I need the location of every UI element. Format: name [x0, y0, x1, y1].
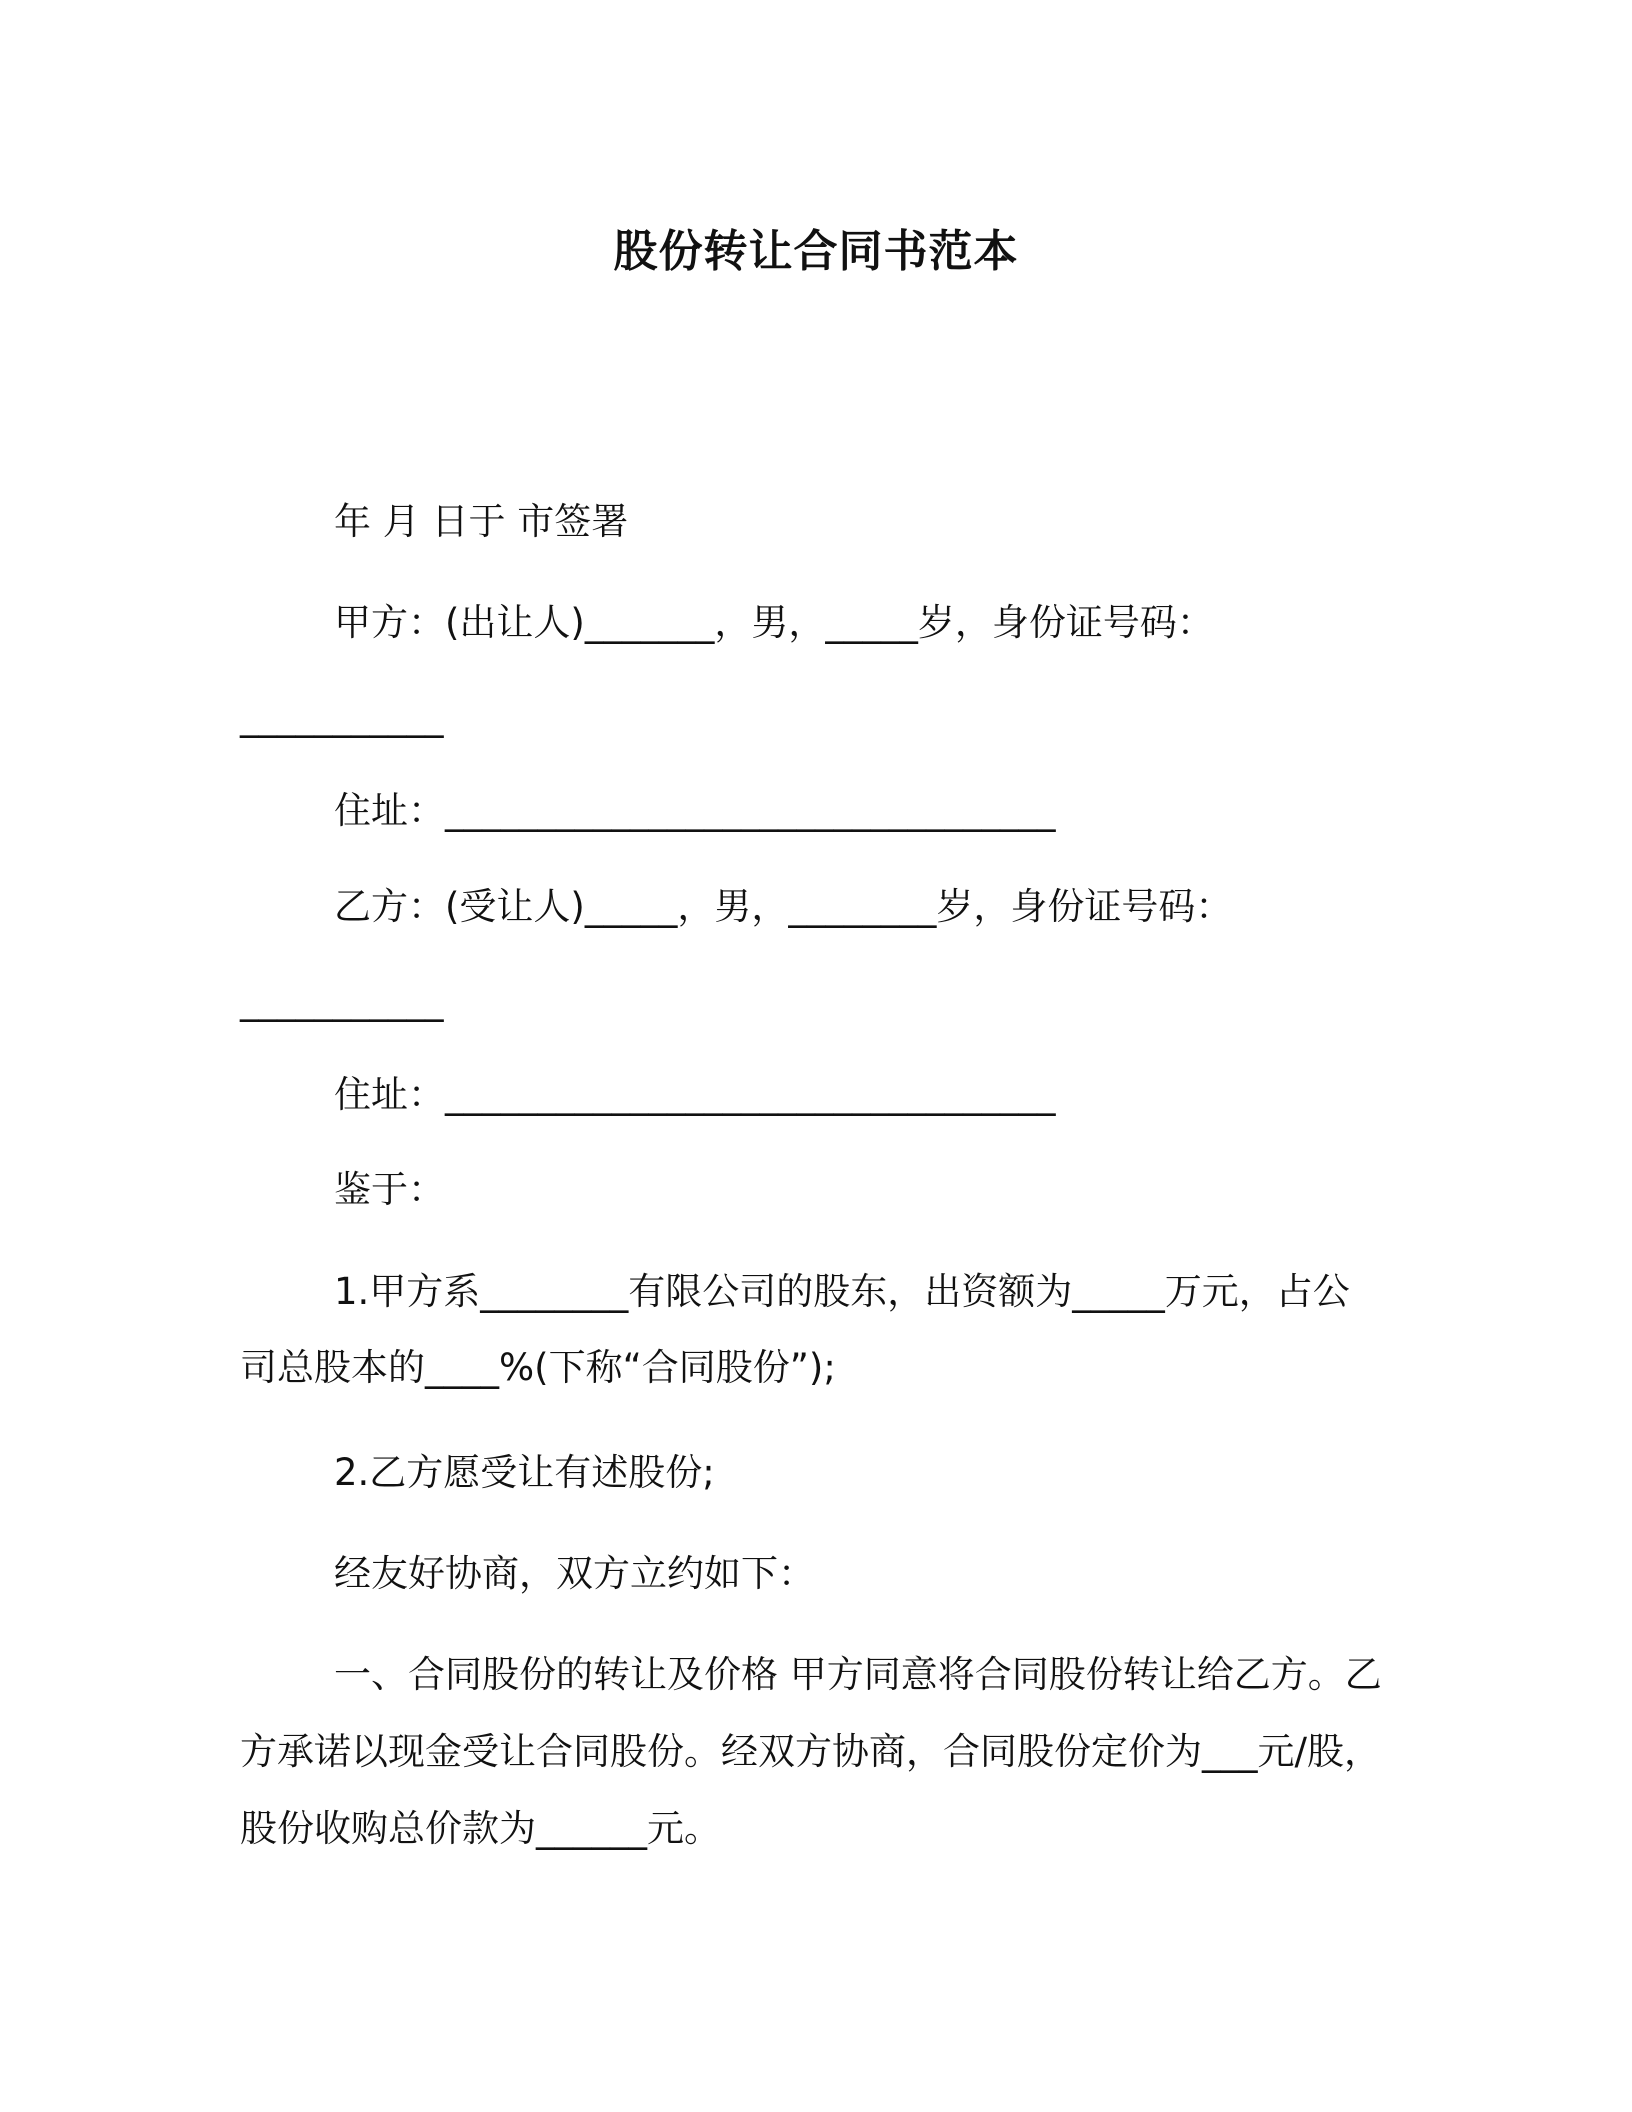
party-b-id-blank: ___________: [240, 979, 444, 1022]
party-a-address-line: 住址：_________________________________: [334, 789, 1056, 832]
clause-1-line-1: 一、合同股份的转让及价格 甲方同意将合同股份转让给乙方。乙: [334, 1653, 1382, 1696]
recital-1-line-1: 1.甲方系________有限公司的股东，出资额为_____万元，占公: [334, 1270, 1350, 1313]
signing-date-line: 年 月 日于 市签署: [334, 500, 629, 543]
clause-1-line-2: 方承诺以现金受让合同股份。经双方协商，合同股份定价为___元/股，: [240, 1730, 1381, 1773]
clause-1-line-3: 股份收购总价款为______元。: [240, 1807, 721, 1850]
party-a-id-blank: ___________: [240, 695, 444, 738]
document-title: 股份转让合同书范本: [613, 226, 1019, 277]
agreement-intro-line: 经友好协商，双方立约如下：: [334, 1552, 815, 1595]
party-b-address-line: 住址：_________________________________: [334, 1073, 1056, 1116]
whereas-heading: 鉴于：: [334, 1168, 445, 1211]
party-a-line: 甲方：(出让人)_______，男，_____岁，身份证号码：: [334, 601, 1214, 644]
recital-1-line-2: 司总股本的____%(下称“合同股份”);: [240, 1346, 836, 1389]
recital-2-line: 2.乙方愿受让有述股份;: [334, 1451, 715, 1494]
party-b-line: 乙方：(受让人)_____，男，________岁，身份证号码：: [334, 885, 1233, 928]
